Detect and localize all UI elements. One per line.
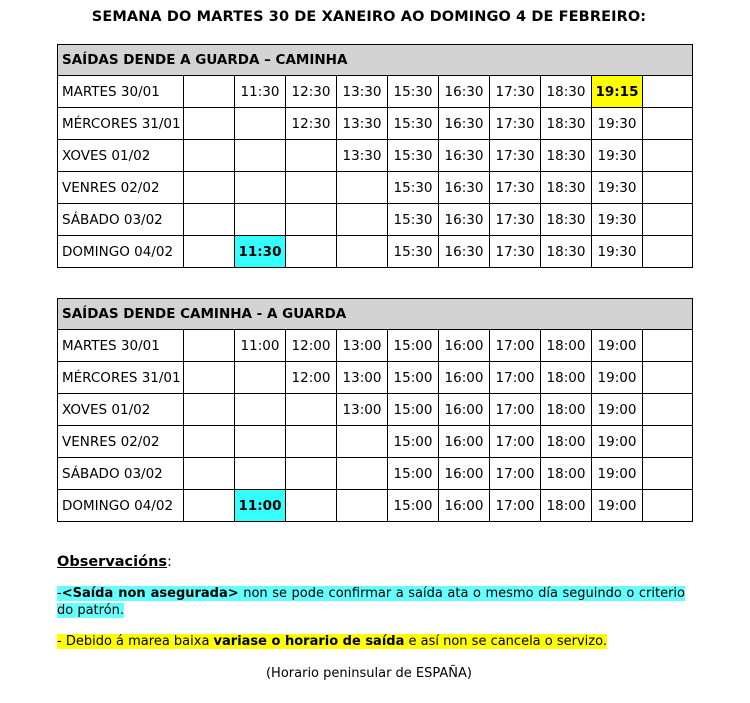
time-cell: 17:00 bbox=[490, 330, 541, 362]
time-cell: 15:00 bbox=[388, 458, 439, 490]
time-cell bbox=[337, 490, 388, 522]
time-cell: 19:15 bbox=[592, 76, 643, 108]
time-cell bbox=[643, 172, 693, 204]
observation-note-1: -<Saída non asegurada> non se pode confirmar a saída ata o mesmo día seguindo o criterio do patrón. bbox=[57, 586, 685, 618]
time-cell: 13:00 bbox=[337, 362, 388, 394]
time-cell bbox=[184, 140, 235, 172]
time-cell: 18:30 bbox=[541, 140, 592, 172]
time-cell: 12:30 bbox=[286, 108, 337, 140]
time-cell: 15:30 bbox=[388, 140, 439, 172]
time-cell bbox=[184, 236, 235, 268]
time-cell bbox=[184, 362, 235, 394]
time-cell bbox=[643, 76, 693, 108]
time-cell: 18:30 bbox=[541, 172, 592, 204]
time-cell: 19:30 bbox=[592, 236, 643, 268]
time-cell: 16:30 bbox=[439, 76, 490, 108]
time-cell: 19:00 bbox=[592, 362, 643, 394]
time-cell: 19:00 bbox=[592, 394, 643, 426]
time-cell: 18:00 bbox=[541, 458, 592, 490]
time-cell: 19:30 bbox=[592, 108, 643, 140]
time-cell bbox=[643, 458, 693, 490]
time-cell: 15:30 bbox=[388, 204, 439, 236]
time-cell: 18:30 bbox=[541, 236, 592, 268]
day-cell: MÉRCORES 31/01 bbox=[58, 362, 184, 394]
time-cell: 16:30 bbox=[439, 140, 490, 172]
time-cell: 15:30 bbox=[388, 108, 439, 140]
time-cell bbox=[286, 426, 337, 458]
time-cell: 18:30 bbox=[541, 108, 592, 140]
time-cell bbox=[235, 362, 286, 394]
time-cell bbox=[286, 458, 337, 490]
time-cell bbox=[286, 172, 337, 204]
day-cell: SÁBADO 03/02 bbox=[58, 458, 184, 490]
table-row bbox=[58, 362, 693, 394]
time-cell bbox=[286, 204, 337, 236]
time-cell bbox=[286, 140, 337, 172]
table-row bbox=[58, 108, 693, 140]
time-cell: 18:00 bbox=[541, 362, 592, 394]
time-cell: 17:00 bbox=[490, 426, 541, 458]
day-cell: DOMINGO 04/02 bbox=[58, 236, 184, 268]
table-row bbox=[58, 172, 693, 204]
time-cell: 17:30 bbox=[490, 236, 541, 268]
day-cell: MARTES 30/01 bbox=[58, 330, 184, 362]
time-cell bbox=[184, 458, 235, 490]
time-cell: 17:30 bbox=[490, 76, 541, 108]
time-cell bbox=[286, 394, 337, 426]
time-cell: 16:30 bbox=[439, 236, 490, 268]
time-cell: 17:00 bbox=[490, 394, 541, 426]
time-cell bbox=[643, 330, 693, 362]
time-cell: 18:00 bbox=[541, 426, 592, 458]
time-cell bbox=[337, 458, 388, 490]
time-cell: 13:30 bbox=[337, 76, 388, 108]
time-cell bbox=[235, 426, 286, 458]
day-cell: SÁBADO 03/02 bbox=[58, 204, 184, 236]
time-cell: 13:30 bbox=[337, 140, 388, 172]
time-cell: 16:00 bbox=[439, 362, 490, 394]
table-header: SAÍDAS DENDE A GUARDA – CAMINHA bbox=[58, 45, 693, 76]
time-cell: 19:00 bbox=[592, 426, 643, 458]
time-cell: 18:30 bbox=[541, 204, 592, 236]
time-cell bbox=[235, 172, 286, 204]
time-cell: 15:30 bbox=[388, 236, 439, 268]
time-cell bbox=[643, 362, 693, 394]
time-cell: 11:00 bbox=[235, 490, 286, 522]
time-cell bbox=[643, 394, 693, 426]
time-cell: 17:30 bbox=[490, 108, 541, 140]
time-cell: 15:00 bbox=[388, 426, 439, 458]
day-cell: VENRES 02/02 bbox=[58, 172, 184, 204]
time-cell: 13:00 bbox=[337, 394, 388, 426]
time-cell: 15:30 bbox=[388, 172, 439, 204]
table-row bbox=[58, 458, 693, 490]
time-cell: 19:00 bbox=[592, 458, 643, 490]
time-cell: 18:00 bbox=[541, 394, 592, 426]
time-cell bbox=[337, 172, 388, 204]
time-cell: 13:00 bbox=[337, 330, 388, 362]
time-cell bbox=[643, 236, 693, 268]
time-cell: 19:30 bbox=[592, 172, 643, 204]
time-cell: 19:30 bbox=[592, 204, 643, 236]
table-row bbox=[58, 236, 693, 268]
page-title: SEMANA DO MARTES 30 DE XANEIRO AO DOMINGO 4 DE FEBREIRO: bbox=[91, 9, 647, 25]
day-cell: VENRES 02/02 bbox=[58, 426, 184, 458]
table-row bbox=[58, 426, 693, 458]
footer-note: (Horario peninsular de ESPAÑA) bbox=[265, 666, 472, 681]
time-cell bbox=[235, 394, 286, 426]
time-cell: 17:00 bbox=[490, 490, 541, 522]
schedule-table-caminha-guarda bbox=[57, 298, 693, 522]
time-cell: 17:00 bbox=[490, 458, 541, 490]
time-cell bbox=[643, 426, 693, 458]
time-cell: 16:00 bbox=[439, 426, 490, 458]
time-cell: 18:00 bbox=[541, 490, 592, 522]
time-cell bbox=[184, 76, 235, 108]
time-cell: 13:30 bbox=[337, 108, 388, 140]
time-cell bbox=[643, 204, 693, 236]
time-cell bbox=[184, 204, 235, 236]
table-row bbox=[58, 204, 693, 236]
table-row bbox=[58, 140, 693, 172]
table-row bbox=[58, 76, 693, 108]
time-cell: 19:00 bbox=[592, 330, 643, 362]
time-cell: 18:00 bbox=[541, 330, 592, 362]
time-cell: 16:00 bbox=[439, 490, 490, 522]
time-cell: 12:00 bbox=[286, 330, 337, 362]
time-cell: 15:00 bbox=[388, 330, 439, 362]
time-cell: 19:00 bbox=[592, 490, 643, 522]
time-cell: 17:30 bbox=[490, 140, 541, 172]
time-cell bbox=[337, 426, 388, 458]
time-cell bbox=[184, 426, 235, 458]
time-cell bbox=[337, 236, 388, 268]
observation-note-2: - Debido á marea baixa variase o horario de saída e así non se cancela o servizo. bbox=[57, 634, 607, 649]
time-cell bbox=[643, 108, 693, 140]
time-cell: 17:30 bbox=[490, 204, 541, 236]
day-cell: DOMINGO 04/02 bbox=[58, 490, 184, 522]
time-cell: 11:30 bbox=[235, 76, 286, 108]
time-cell bbox=[286, 490, 337, 522]
time-cell: 16:30 bbox=[439, 204, 490, 236]
time-cell: 12:00 bbox=[286, 362, 337, 394]
time-cell: 15:30 bbox=[388, 76, 439, 108]
time-cell: 16:00 bbox=[439, 458, 490, 490]
table-row bbox=[58, 490, 693, 522]
time-cell bbox=[643, 140, 693, 172]
time-cell bbox=[184, 172, 235, 204]
time-cell bbox=[184, 330, 235, 362]
time-cell bbox=[235, 108, 286, 140]
day-cell: XOVES 01/02 bbox=[58, 394, 184, 426]
time-cell: 17:00 bbox=[490, 362, 541, 394]
time-cell: 11:00 bbox=[235, 330, 286, 362]
day-cell: MÉRCORES 31/01 bbox=[58, 108, 184, 140]
time-cell: 15:00 bbox=[388, 362, 439, 394]
time-cell bbox=[235, 140, 286, 172]
time-cell: 19:30 bbox=[592, 140, 643, 172]
time-cell: 16:00 bbox=[439, 330, 490, 362]
time-cell bbox=[235, 204, 286, 236]
schedule-table-guarda-caminha bbox=[57, 44, 693, 268]
time-cell bbox=[184, 394, 235, 426]
time-cell bbox=[643, 490, 693, 522]
table-row bbox=[58, 394, 693, 426]
time-cell bbox=[286, 236, 337, 268]
time-cell: 15:00 bbox=[388, 490, 439, 522]
time-cell: 15:00 bbox=[388, 394, 439, 426]
time-cell: 17:30 bbox=[490, 172, 541, 204]
time-cell: 16:30 bbox=[439, 108, 490, 140]
time-cell bbox=[235, 458, 286, 490]
time-cell: 12:30 bbox=[286, 76, 337, 108]
day-cell: MARTES 30/01 bbox=[58, 76, 184, 108]
time-cell bbox=[184, 108, 235, 140]
time-cell: 16:00 bbox=[439, 394, 490, 426]
time-cell: 11:30 bbox=[235, 236, 286, 268]
time-cell bbox=[337, 204, 388, 236]
table-header: SAÍDAS DENDE CAMINHA - A GUARDA bbox=[58, 299, 693, 330]
table-row bbox=[58, 330, 693, 362]
time-cell bbox=[184, 490, 235, 522]
time-cell: 18:30 bbox=[541, 76, 592, 108]
time-cell: 16:30 bbox=[439, 172, 490, 204]
day-cell: XOVES 01/02 bbox=[58, 140, 184, 172]
observations-heading: Observacións: bbox=[57, 554, 172, 570]
